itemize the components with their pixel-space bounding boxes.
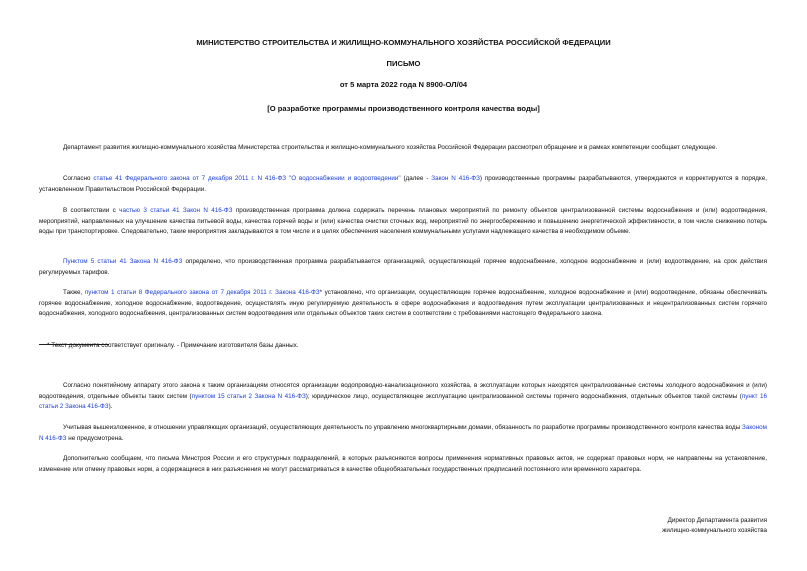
paragraph-disclaimer: Дополнительно сообщаем, что письма Минстроя России и его структурных подразделений, в которых разъясняются вопросы применения нормативных правовых актов, не содержат правовых норм, не направлены на установление, изменение или отмену правовых норм, а содержащиеся в них разъяснения не могут рассматриваться в качестве общеобязательных государственных предписаний постоянного или временного характера. — [39, 455, 767, 473]
document-date-number: от 5 марта 2022 года N 8900-ОЛ/04 — [339, 80, 468, 89]
document-type: ПИСЬМО — [386, 59, 421, 68]
paragraph-intro: Департамент развития жилищно-коммунального хозяйства Министерства строительства и жилищно-коммунального хозяйства Российской Федерации рассмотрел обращение и в рамках компетенции сообщает следующее. — [63, 144, 718, 151]
paragraph-article-41 — [39, 174, 767, 195]
p4-text-1: определено, что производственная программа разрабатывается организацией, осуществляющей горячее водоснабжение, холодное водоснабжение и (или) водоотведение, на срок действия регулируемых тарифов. — [39, 258, 767, 276]
signature-line-1: Директор Департамента развития — [667, 517, 767, 524]
p2-text-2: (далее - — [400, 175, 432, 182]
signature-line-2: жилищно-коммунального хозяйства — [662, 527, 767, 534]
paragraph-point-1-article-8 — [39, 288, 767, 320]
ministry-title: МИНИСТЕРСТВО СТРОИТЕЛЬСТВА И ЖИЛИЩНО-КОММУНАЛЬНОГО ХОЗЯЙСТВА РОССИЙСКОЙ ФЕДЕРАЦИИ — [196, 38, 611, 47]
document-subject: [О разработке программы производственного контроля качества воды] — [267, 104, 540, 113]
paragraph-management-companies — [39, 423, 767, 444]
link-point-5-article-41[interactable]: Пунктом 5 статьи 41 Закона N 416-ФЗ — [63, 258, 183, 265]
p5-text-2: * установлено, что организации, осуществляющие горячее водоснабжение, холодное водоснабжение и (или) водоотведение, обязаны обеспечивать горячее водоснабжение, холодное водоснабжение, водоотведение, осуществлять иную регулируемую деятельность в сфере водоснабжения и водоотведения путем эксплуатации централизованных и нецентрализованных систем горячего водоснабжения, холодного водоснабжения, централизованных систем водоотведения или отдельных объектов таких систем в соответствии с требованиями настоящего Федерального закона. — [39, 289, 768, 318]
p5-text-1: Также, — [63, 289, 85, 296]
link-article-41-law-416[interactable]: статье 41 Федерального закона от 7 декабря 2011 г. N 416-ФЗ "О водоснабжении и водоотведении" — [93, 175, 401, 182]
p3-text-2: производственная программа должна содержать перечень плановых мероприятий по ремонту объектов централизованной системы водоснабжения и (или) водоотведения, мероприятий, направленных на улучшение качества питьевой воды, качества горячей воды и (или) качества очистки сточных вод, мероприятий по энергосбережению и повышению энергетической эффективности, в том числе снижению потерь воды при транспортировке. Следовательно, такие мероприятия закладываются в том числе и в целях обеспечения населения коммунальными услугами надлежащего качества в необходимом объеме. — [39, 207, 767, 236]
p3-text-1: В соответствии с — [63, 207, 120, 214]
link-law-416[interactable]: Закон N 416-ФЗ — [431, 175, 480, 182]
p7-text-1: Учитывая вышеизложенное, в отношении управляющих организаций, осуществляющих деятельность по управлению многоквартирными домами, обязанность по разработке программы производственного контроля качества воды — [63, 424, 743, 431]
paragraph-definitions — [39, 381, 767, 413]
link-point-16-article-2[interactable]: пункт 16 статьи 2 Закона 416-ФЗ — [39, 392, 768, 411]
link-law-416-fz[interactable]: Законом N 416-ФЗ — [39, 424, 767, 442]
paragraph-part-3-article-41 — [39, 206, 767, 238]
p2-text-1: Согласно — [63, 175, 94, 182]
p7-text-2: не предусмотрена. — [66, 434, 124, 442]
link-point-15-article-2[interactable]: пунктом 15 статьи 2 Закона N 416-ФЗ — [191, 392, 306, 400]
p6-text-2: ); юридическое лицо, осуществляющее эксплуатацию централизованной системы горячего водоснабжения, отдельных объектов такой системы ( — [305, 392, 742, 400]
p6-text-3: ). — [108, 403, 113, 411]
link-point-1-article-8[interactable]: пунктом 1 статьи 8 Федерального закона от 7 декабря 2011 г. Закона 416-ФЗ — [84, 289, 320, 296]
p2-text-3: ) производственные программы разрабатываются, утверждаются и корректируются в порядке, установленном Правительством Российской Федерации. — [39, 175, 768, 193]
p6-text-1: Согласно понятийному аппарату этого закона к таким организациям относятся организации водопроводно-канализационного хозяйства, в эксплуатации которых находятся централизованные системы холодного водоснабжения и (или) водоотведения, отдельные объекты таких систем ( — [39, 382, 767, 400]
footnote: * Текст документа соответствует оригиналу. - Примечание изготовителя базы данных. — [47, 342, 299, 349]
paragraph-point-5-article-41 — [39, 257, 767, 278]
link-part-3-article-41[interactable]: частью 3 статьи 41 Закон N 416-ФЗ — [119, 207, 233, 214]
